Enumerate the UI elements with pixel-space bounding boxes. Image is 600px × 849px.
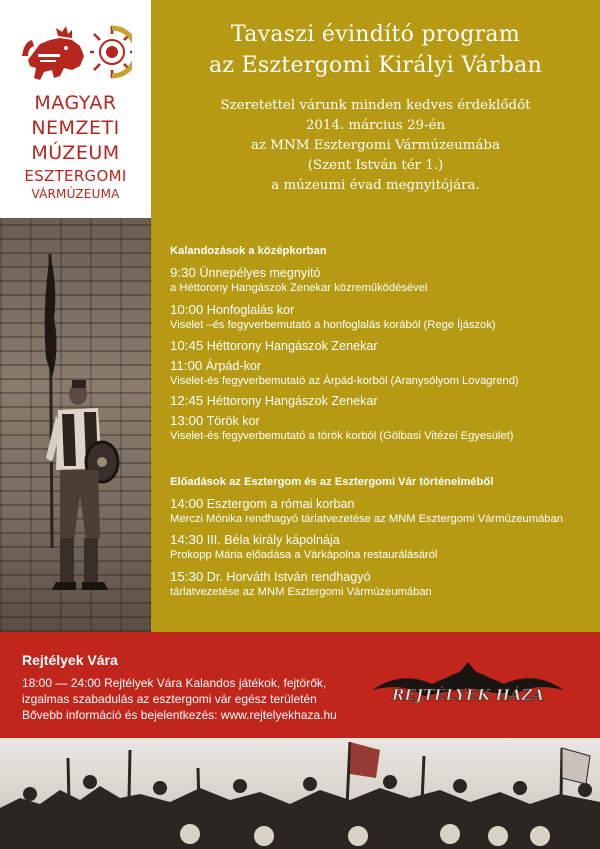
rejtelyek-panel bbox=[0, 632, 600, 738]
program-desc: Viselet-és fegyverbemutató az Árpád-korból (Aranysólyom Lovagrend) bbox=[170, 375, 519, 387]
rejtelyek-line-1 bbox=[22, 676, 326, 690]
logo-line-5: VÁRMÚZEUMA bbox=[31, 187, 120, 201]
program-time: 9:30 bbox=[170, 265, 196, 280]
program-desc: Prokopp Mária előadása a Várkápolna restaurálásáról bbox=[170, 549, 438, 561]
rejtelyek-time: 18:00 — 24:00 bbox=[22, 676, 101, 690]
rejtelyek-title: Rejtélyek Vára bbox=[22, 652, 118, 668]
program-item bbox=[170, 302, 294, 317]
program-desc: Merczi Mónika rendhagyó tárlatvezetése az MNM Esztergomi Vármúzeumában bbox=[170, 513, 563, 525]
program-time: 10:45 bbox=[170, 338, 204, 353]
lion-sun-emblem-icon bbox=[20, 22, 132, 86]
logo-line-1: MAGYAR bbox=[34, 92, 117, 114]
program-item bbox=[170, 496, 354, 511]
program-time: 10:00 bbox=[170, 302, 204, 317]
soldier-photo bbox=[0, 218, 151, 632]
program-time: 13:00 bbox=[170, 413, 204, 428]
rejtelyek-line-3: Bővebb információ és bejelentkezés: www.rejtelyekhaza.hu bbox=[22, 708, 337, 722]
program-time: 12:45 bbox=[170, 393, 204, 408]
logo-line-2: NEMZETI bbox=[31, 117, 120, 139]
program-panel bbox=[151, 218, 600, 632]
logo-line-3: MÚZEUM bbox=[31, 142, 120, 164]
rejtelyek-line-2: izgalmas szabadulás az esztergomi vár egész területén bbox=[22, 692, 317, 706]
program-time: 14:00 bbox=[170, 496, 204, 511]
soldier-figure bbox=[28, 248, 138, 618]
intro-line: a múzeumi évad megnyitójára. bbox=[271, 178, 480, 193]
section-title: Előadások az Esztergom és az Esztergomi Vár történelméből bbox=[170, 476, 494, 488]
program-desc: a Héttorony Hangászok Zenekar közreműködésével bbox=[170, 282, 428, 294]
intro-line: (Szent István tér 1.) bbox=[307, 158, 444, 173]
museum-logo bbox=[0, 0, 151, 218]
program-item bbox=[170, 532, 340, 547]
program-title: Árpád-kor bbox=[205, 359, 262, 373]
program-item bbox=[170, 569, 371, 584]
rejtelyek-logo-text: REJTÉLYEK HÁZA bbox=[392, 686, 544, 704]
program-title: Esztergom a római korban bbox=[206, 497, 355, 511]
section-title: Kalandozások a középkorban bbox=[170, 245, 327, 257]
program-item bbox=[170, 265, 321, 280]
program-title: III. Béla király kápolnája bbox=[206, 533, 340, 547]
rejtelyek-text: Rejtélyek Vára Kalandos játékok, fejtörők, bbox=[104, 676, 327, 690]
program-item bbox=[170, 338, 378, 353]
reenactors-silhouette bbox=[0, 738, 600, 849]
program-desc: tárlatvezetése az MNM Esztergomi Vármúzeumában bbox=[170, 586, 432, 598]
header-panel bbox=[151, 0, 600, 218]
reenactors-photo bbox=[0, 738, 600, 849]
program-title: Héttorony Hangászok Zenekar bbox=[206, 339, 378, 353]
program-item bbox=[170, 413, 260, 428]
program-desc: Viselet-és fegyverbemutató a török korból (Gölbasi Vitézei Egyesület) bbox=[170, 430, 514, 442]
program-title: Török kor bbox=[206, 414, 260, 428]
title-line-2: az Esztergomi Királyi Várban bbox=[208, 53, 543, 78]
program-title: Ünnepélyes megnyitó bbox=[199, 266, 321, 280]
program-title: Dr. Horváth István rendhagyó bbox=[206, 570, 371, 584]
intro-line: Szeretettel várunk minden kedves érdeklődőt bbox=[220, 98, 531, 113]
intro-line: az MNM Esztergomi Vármúzeumába bbox=[251, 138, 500, 153]
logo-line-4: ESZTERGOMI bbox=[24, 167, 127, 185]
program-title: Honfoglalás kor bbox=[206, 303, 295, 317]
program-time: 14:30 bbox=[170, 532, 204, 547]
program-item bbox=[170, 393, 378, 408]
title-line-1: Tavaszi évindító program bbox=[230, 22, 520, 47]
program-time: 15:30 bbox=[170, 569, 204, 584]
program-time: 11:00 bbox=[170, 358, 203, 373]
program-desc: Viselet –és fegyverbemutató a honfoglalás korából (Rege Íjászok) bbox=[170, 319, 496, 331]
program-item bbox=[170, 358, 261, 373]
program-title: Héttorony Hangászok Zenekar bbox=[206, 394, 378, 408]
rejtelyek-haza-logo bbox=[372, 662, 564, 712]
intro-line: 2014. március 29-én bbox=[305, 118, 446, 133]
